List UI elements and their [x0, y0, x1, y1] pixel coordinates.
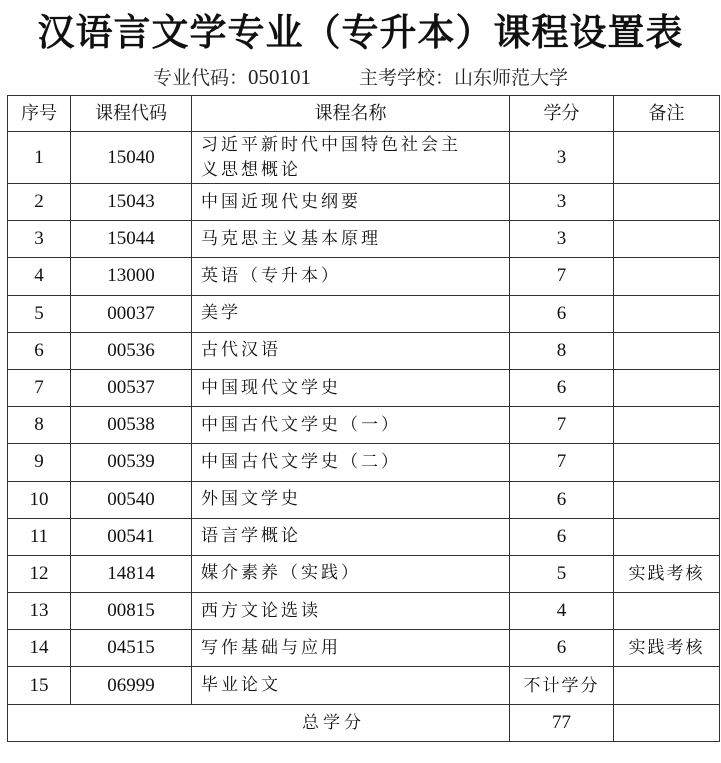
cell-code: 00538: [71, 407, 192, 444]
cell-note: 实践考核: [614, 555, 720, 592]
cell-no: 5: [8, 295, 71, 332]
major-code: 050101: [247, 65, 311, 89]
cell-no: 3: [8, 221, 71, 258]
cell-course-name: 语言学概论: [192, 518, 510, 555]
table-row: [8, 518, 720, 555]
cell-course-name: 中国现代文学史: [192, 369, 510, 406]
cell-code: 15044: [71, 221, 192, 258]
cell-course-name: 写作基础与应用: [192, 630, 510, 667]
cell-code: 00540: [71, 481, 192, 518]
cell-credits: 7: [510, 258, 614, 295]
table-header-row: [8, 96, 720, 132]
cell-no: 9: [8, 444, 71, 481]
cell-no: 13: [8, 593, 71, 630]
cell-course-name: 中国古代文学史（一）: [192, 407, 510, 444]
cell-no: 7: [8, 369, 71, 406]
cell-course-name: 媒介素养（实践）: [192, 555, 510, 592]
header-credits: 学分: [510, 96, 614, 132]
cell-code: 14814: [71, 555, 192, 592]
cell-no: 6: [8, 332, 71, 369]
total-note: [614, 704, 720, 741]
cell-note: 实践考核: [614, 630, 720, 667]
header-no: 序号: [8, 96, 71, 132]
table-row: [8, 369, 720, 406]
cell-credits: 7: [510, 444, 614, 481]
cell-course-name: 古代汉语: [192, 332, 510, 369]
total-credits: 77: [510, 704, 614, 741]
cell-credits: 6: [510, 295, 614, 332]
cell-code: 15043: [71, 184, 192, 221]
cell-credits: 6: [510, 481, 614, 518]
cell-note: [614, 258, 720, 295]
table-row: [8, 630, 720, 667]
cell-no: 8: [8, 407, 71, 444]
cell-course-name: 习近平新时代中国特色社会主义思想概论: [192, 132, 510, 184]
cell-note: [614, 295, 720, 332]
cell-credits: 3: [510, 184, 614, 221]
cell-credits: 4: [510, 593, 614, 630]
cell-course-name: 毕业论文: [192, 667, 510, 704]
table-row: [8, 132, 720, 184]
cell-note: [614, 369, 720, 406]
table-row: [8, 555, 720, 592]
cell-note: [614, 132, 720, 184]
cell-course-name: 西方文论选读: [192, 593, 510, 630]
table-row: [8, 667, 720, 704]
cell-note: [614, 518, 720, 555]
cell-credits: 3: [510, 132, 614, 184]
cell-credits: 6: [510, 630, 614, 667]
cell-note: [614, 407, 720, 444]
table-row: [8, 258, 720, 295]
cell-code: 04515: [71, 630, 192, 667]
header-note: 备注: [614, 96, 720, 132]
table-row: [8, 295, 720, 332]
table-row: [8, 184, 720, 221]
cell-code: 00541: [71, 518, 192, 555]
cell-course-name: 中国古代文学史（二）: [192, 444, 510, 481]
cell-code: 00037: [71, 295, 192, 332]
cell-code: 00536: [71, 332, 192, 369]
cell-no: 11: [8, 518, 71, 555]
cell-course-name: 外国文学史: [192, 481, 510, 518]
table-row: [8, 444, 720, 481]
cell-no: 10: [8, 481, 71, 518]
document-title: 汉语言文学专业（专升本）课程设置表: [37, 10, 684, 54]
cell-credits: 8: [510, 332, 614, 369]
cell-code: 00537: [71, 369, 192, 406]
cell-credits: 6: [510, 369, 614, 406]
cell-note: [614, 221, 720, 258]
cell-no: 4: [8, 258, 71, 295]
cell-code: 00539: [71, 444, 192, 481]
cell-credits: 5: [510, 555, 614, 592]
total-row: [8, 704, 720, 741]
table-row: [8, 221, 720, 258]
cell-credits: 3: [510, 221, 614, 258]
cell-note: [614, 593, 720, 630]
header-name: 课程名称: [192, 96, 510, 132]
table-row: [8, 407, 720, 444]
cell-code: 15040: [71, 132, 192, 184]
document-subtitle: [0, 64, 721, 91]
school-name: 山东师范大学: [454, 67, 569, 89]
table-row: [8, 332, 720, 369]
cell-note: [614, 444, 720, 481]
cell-note: [614, 184, 720, 221]
cell-note: [614, 481, 720, 518]
cell-code: 00815: [71, 593, 192, 630]
table-row: [8, 481, 720, 518]
cell-no: 15: [8, 667, 71, 704]
cell-note: [614, 667, 720, 704]
cell-no: 14: [8, 630, 71, 667]
cell-no: 2: [8, 184, 71, 221]
cell-no: 1: [8, 132, 71, 184]
cell-course-name: 中国近现代史纲要: [192, 184, 510, 221]
school-label: 主考学校：: [358, 67, 454, 89]
cell-note: [614, 332, 720, 369]
cell-credits: 7: [510, 407, 614, 444]
total-label: 总学分: [8, 704, 510, 741]
cell-credits: 6: [510, 518, 614, 555]
cell-no: 12: [8, 555, 71, 592]
cell-code: 13000: [71, 258, 192, 295]
cell-credits: 不计学分: [510, 667, 614, 704]
table-row: [8, 593, 720, 630]
cell-course-name: 英语（专升本）: [192, 258, 510, 295]
major-code-label: 专业代码：: [152, 67, 248, 89]
course-table: [7, 95, 720, 742]
cell-course-name: 马克思主义基本原理: [192, 221, 510, 258]
cell-code: 06999: [71, 667, 192, 704]
header-code: 课程代码: [71, 96, 192, 132]
cell-course-name: 美学: [192, 295, 510, 332]
